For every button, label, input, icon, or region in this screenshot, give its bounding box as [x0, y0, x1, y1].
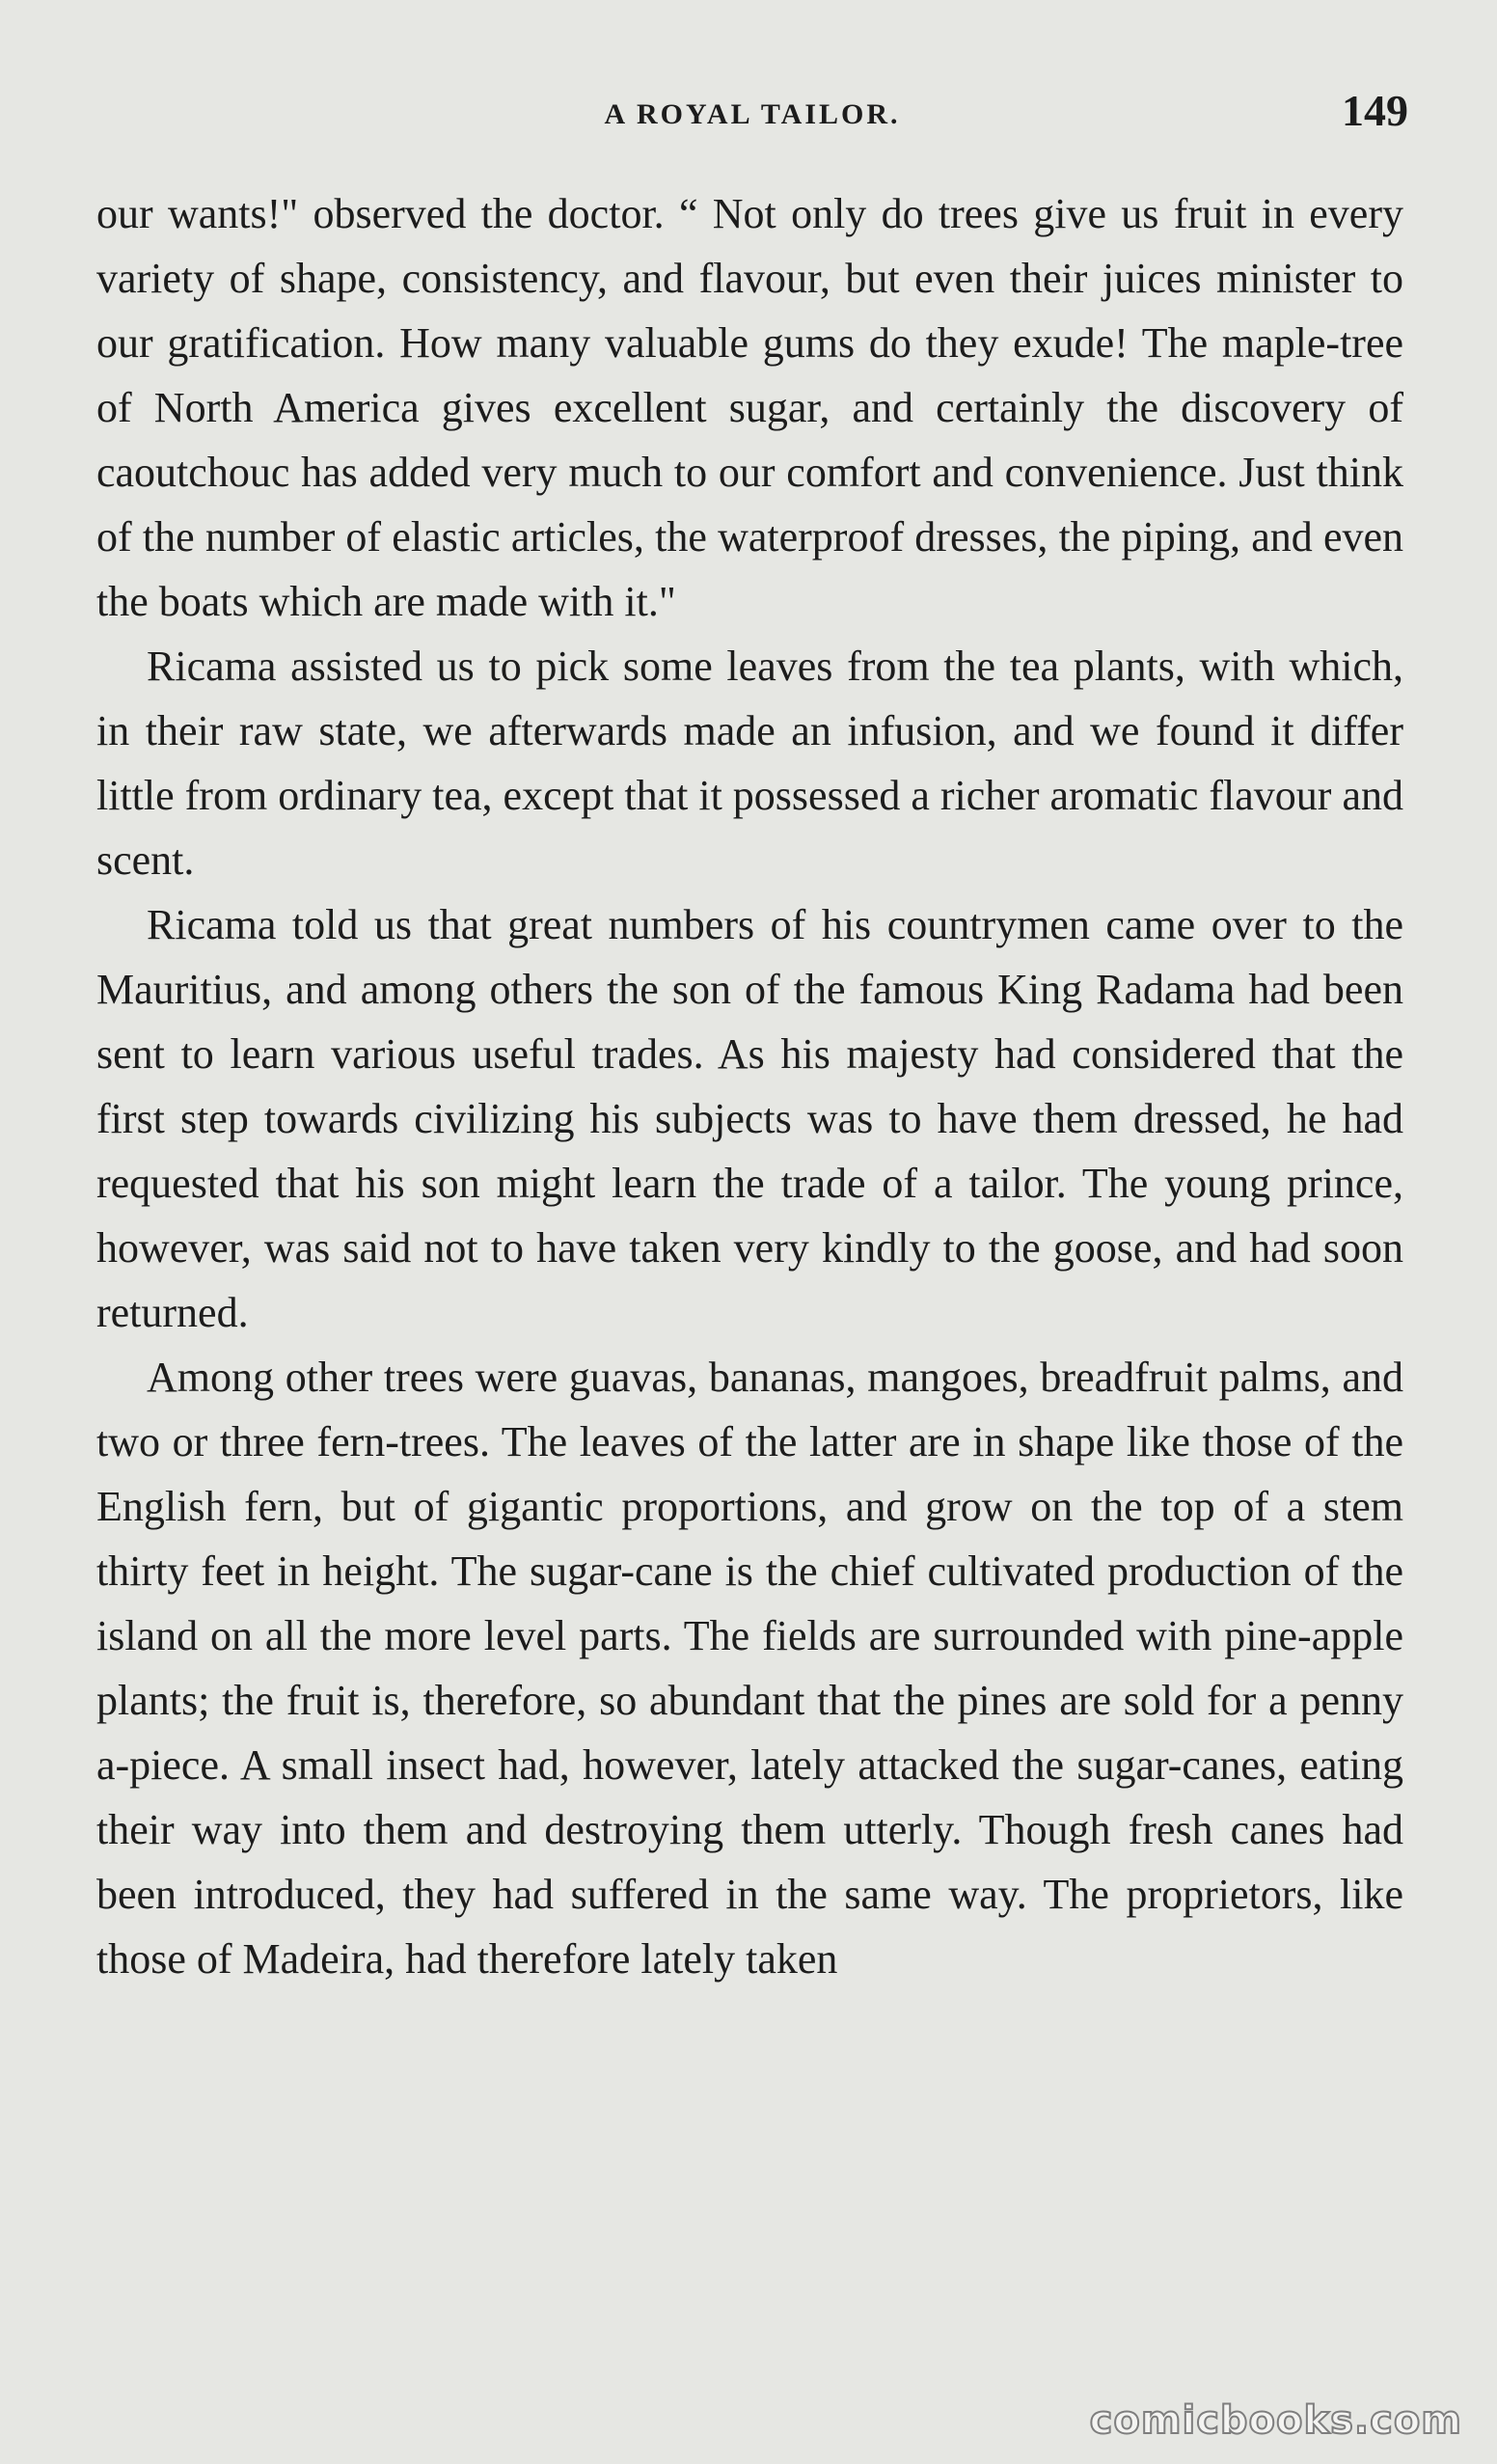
watermark: comicbooks.com [1089, 2398, 1462, 2443]
paragraph-continued: our wants!" observed the doctor. “ Not only do trees give us fruit in every variety of shape, consistency, and flavour, but even their juices minister to our gratification. How many valuable gums do they exude! The maple-tree of North America gives excellent sugar, and certainly the discovery of caoutchouc has added very much to our comfort and convenience. Just think of the number of elastic articles, the waterproof dresses, the piping, and even the boats which are made with it." [96, 190, 1403, 625]
paragraph-trees: Among other trees were guavas, bananas, mangoes, breadfruit palms, and two or three fern-trees. The leaves of the latter are in shape like those of the English fern, but of gigantic proportions, and grow on the top of a stem thirty feet in height. The sugar-cane is the chief cultivated production of the island on all the more level parts. The fields are surrounded with pine-apple plants; the fruit is, therefore, so abundant that the pines are sold for a penny a-piece. A small insect had, however, lately attacked the sugar-canes, eating their way into them and destroying them utterly. Though fresh canes had been introduced, they had suffered in the same way. The proprietors, like those of Madeira, had therefore lately taken [96, 1354, 1403, 1983]
body-text [96, 181, 1403, 1991]
paragraph-tea-leaves: Ricama assisted us to pick some leaves from the tea plants, with which, in their raw state, we afterwards made an infusion, and we found it differ little from ordinary tea, except that it possessed a richer aromatic flavour and scent. [96, 643, 1403, 884]
paragraph-king-radama: Ricama told us that great numbers of his countrymen came over to the Mauritius, and among others the son of the famous King Radama had been sent to learn various useful trades. As his majesty had considered that the first step towards civilizing his subjects was to have them dressed, he had requested that his son might learn the trade of a tailor. The young prince, however, was said not to have taken very kindly to the goose, and had soon returned. [96, 901, 1403, 1336]
running-head [96, 85, 1408, 143]
page-number: 149 [1342, 86, 1408, 135]
running-title: A ROYAL TAILOR. [604, 98, 901, 130]
